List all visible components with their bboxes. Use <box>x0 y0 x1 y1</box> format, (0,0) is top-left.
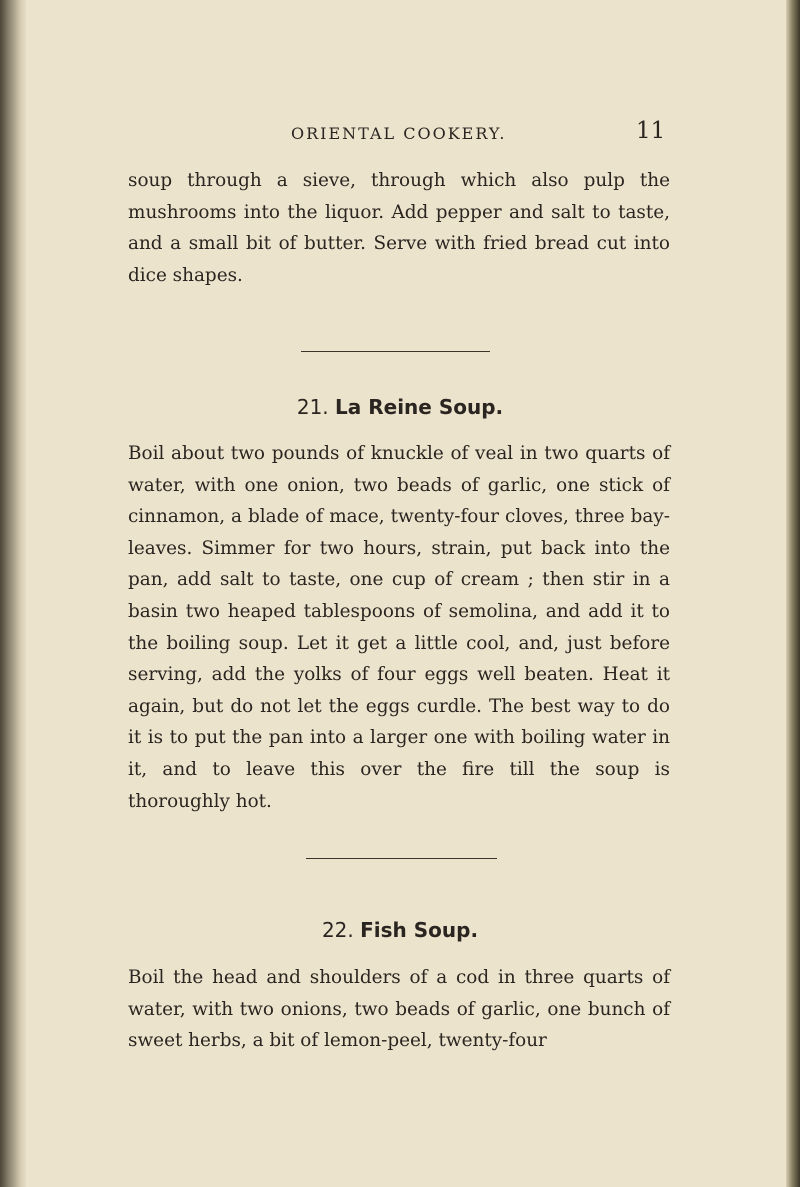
running-title: ORIENTAL COOKERY. <box>291 124 507 143</box>
section-heading <box>0 918 800 942</box>
section-number: 21. <box>296 395 329 419</box>
section-title: Fish Soup. <box>360 918 479 942</box>
section-body: Boil about two pounds of knuckle of veal in two quarts of water, with one onion, two beads of garlic, one stick of cinnamon, a blade of mace, twenty-four cloves, three bay-leaves. Simmer for two hours, strain, put back into the pan, add salt to taste, one cup of cream ; then stir in a basin two heaped tablespoons of semolina, and add it to the boiling soup. Let it get a little cool, and, just before serving, add the yolks of four eggs well beaten. Heat it again, but do not let the eggs curdle. The best way to do it is to put the pan into a larger one with boiling water in it, and to leave this over the fire till the soup is thoroughly hot. <box>128 443 670 812</box>
section-divider <box>301 351 490 352</box>
page-header <box>0 118 800 148</box>
page-binding-shadow-left <box>0 0 26 1187</box>
page-edge-shadow-right <box>786 0 800 1187</box>
page-number: 11 <box>636 118 666 144</box>
section-body: Boil the head and shoulders of a cod in three quarts of water, with two onions, two beads of garlic, one bunch of sweet herbs, a bit of lemon-peel, twenty-four <box>128 967 670 1052</box>
section-heading <box>0 395 800 419</box>
intro-paragraph: soup through a sieve, through which also pulp the mushrooms into the liquor. Add pepper and salt to taste, and a small bit of butter. Serve with fried bread cut into dice shapes. <box>128 170 670 286</box>
section-title: La Reine Soup. <box>335 395 504 419</box>
section-number: 22. <box>321 918 354 942</box>
section-divider <box>306 858 497 859</box>
